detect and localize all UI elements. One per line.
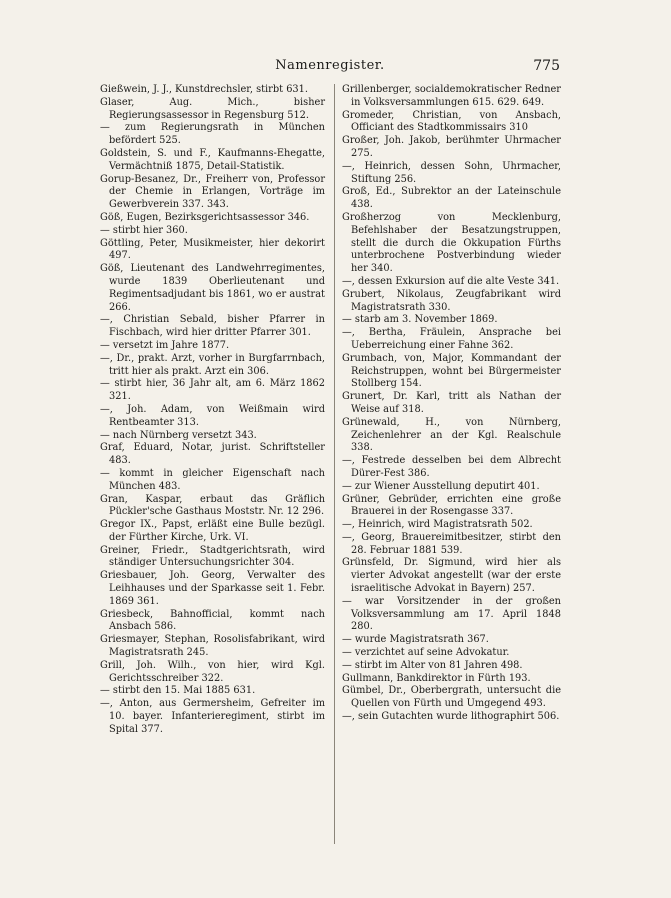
index-entry: Grunert, Dr. Karl, tritt als Nathan der Weise auf 318. (342, 391, 561, 415)
index-entry: Grillenberger, socialdemokratischer Redner in Volksversammlungen 615. 629. 649. (342, 84, 561, 108)
index-entry: —, Christian Sebald, bisher Pfarrer in Fischbach, wird hier dritter Pfarrer 301. (100, 314, 325, 339)
index-entry: Grünsfeld, Dr. Sigmund, wird hier als vierter Advokat angestellt (war der erste israelitische Advokat in Bayern) 257. (342, 557, 561, 595)
index-entry: Grumbach, von, Major, Kommandant der Reichstruppen, wohnt bei Bürgermeister Stollberg 154. (342, 352, 561, 390)
index-entry: Goldstein, S. und F., Kaufmanns-Ehegatte, Vermächtniß 1875, Detail-Statistik. (100, 147, 325, 172)
column-divider (334, 84, 335, 844)
index-entry: — zur Wiener Ausstellung deputirt 401. (342, 480, 540, 492)
index-entry: Gießwein, J. J., Kunstdrechsler, stirbt 631. (100, 84, 309, 95)
index-entry: — stirbt den 15. Mai 1885 631. (100, 685, 256, 697)
index-entry: Göß, Lieutenant des Landwehrregimentes, wurde 1839 Oberlieutenant und Regimentsadjudant bis 1861, wo er austrat 266. (100, 263, 325, 313)
index-entry: — wurde Magistratsrath 367. (342, 634, 489, 646)
page-title: Namenregister. (275, 58, 385, 73)
index-entry: — stirbt im Alter von 81 Jahren 498. (342, 659, 523, 671)
index-entry: Gullmann, Bankdirektor in Fürth 193. (342, 672, 531, 684)
index-entry: —, Anton, aus Germersheim, Gefreiter im 10. bayer. Infanterieregiment, stirbt im Spital 377. (100, 698, 325, 735)
index-entry: Grüner, Gebrüder, errichten eine große Brauerei in der Rosengasse 337. (342, 493, 561, 518)
index-entry: Griesbauer, Joh. Georg, Verwalter des Leihhauses und der Sparkasse seit 1. Febr. 1869 361. (100, 570, 325, 607)
index-entry: — zum Regierungsrath in München befördert 525. (100, 122, 325, 147)
right-column (342, 84, 561, 724)
page-number: 775 (533, 58, 560, 74)
index-entry: Grill, Joh. Wilh., von hier, wird Kgl. Gerichtsschreiber 322. (100, 659, 325, 684)
index-entry: Glaser, Aug. Mich., bisher Regierungsassessor in Regensburg 512. (100, 96, 325, 121)
index-entry: —, Dr., prakt. Arzt, vorher in Burgfarrnbach, tritt hier als prakt. Arzt ein 306. (100, 352, 325, 377)
index-entry: — nach Nürnberg versetzt 343. (100, 429, 257, 441)
index-entry: — war Vorsitzender in der großen Volksversammlung am 17. April 1848 280. (342, 595, 561, 633)
index-entry: Groß, Ed., Subrektor an der Lateinschule 438. (342, 186, 561, 211)
index-entry: — starb am 3. November 1869. (342, 314, 498, 326)
index-entry: — kommt in gleicher Eigenschaft nach München 483. (100, 467, 325, 492)
index-entry: — stirbt hier 360. (100, 224, 188, 236)
index-entry: —, sein Gutachten wurde lithographirt 506. (342, 711, 560, 723)
index-entry: Grünewald, H., von Nürnberg, Zeichenlehrer an der Kgl. Realschule 338. (342, 416, 561, 454)
index-entry: Gran, Kaspar, erbaut das Gräflich Pückler'sche Gasthaus Moststr. Nr. 12 296. (100, 493, 325, 518)
index-entry: Göttling, Peter, Musikmeister, hier dekorirt 497. (100, 237, 325, 262)
index-entry: Grubert, Nikolaus, Zeugfabrikant wird Magistratsrath 330. (342, 288, 561, 313)
index-entry: —, Festrede desselben bei dem Albrecht Dürer-Fest 386. (342, 455, 561, 479)
index-entry: Großherzog von Mecklenburg, Befehlshaber der Besatzungstruppen, stellt die durch die Okkupation Fürths unterbrochene Postverbindung wieder her 340. (342, 211, 561, 275)
index-entry: Gorup-Besanez, Dr., Freiherr von, Professor der Chemie in Erlangen, Vorträge im Gewerbverein 337. 343. (100, 173, 325, 211)
index-entry: —, Bertha, Fräulein, Ansprache bei Ueberreichung einer Fahne 362. (342, 327, 561, 351)
page-header (100, 58, 560, 78)
index-entry: Göß, Eugen, Bezirksgerichtsassessor 346. (100, 211, 310, 223)
index-entry: Gromeder, Christian, von Ansbach, Officiant des Stadtkommissairs 310 (342, 109, 561, 134)
index-entry: —, Joh. Adam, von Weißmain wird Rentbeamter 313. (100, 403, 325, 428)
index-entry: —, dessen Exkursion auf die alte Veste 341. (342, 275, 560, 287)
index-entry: — verzichtet auf seine Advokatur. (342, 647, 510, 659)
index-entry: — versetzt im Jahre 1877. (100, 339, 230, 351)
index-entry: — stirbt hier, 36 Jahr alt, am 6. März 1862 321. (100, 378, 325, 403)
index-entry: —, Georg, Brauereimitbesitzer, stirbt den 28. Februar 1881 539. (342, 531, 561, 556)
index-entry: —, Heinrich, dessen Sohn, Uhrmacher, Stiftung 256. (342, 160, 561, 185)
index-entry: Graf, Eduard, Notar, jurist. Schriftsteller 483. (100, 442, 325, 467)
index-entry: —, Heinrich, wird Magistratsrath 502. (342, 519, 533, 531)
left-column (100, 84, 325, 737)
index-entry: Griesmayer, Stephan, Rosolisfabrikant, wird Magistratsrath 245. (100, 634, 325, 659)
index-entry: Gregor IX., Papst, erläßt eine Bulle bezügl. der Fürther Kirche, Urk. VI. (100, 519, 325, 543)
index-entry: Gümbel, Dr., Oberbergrath, untersucht die Quellen von Fürth und Umgegend 493. (342, 685, 561, 710)
index-entry: Großer, Joh. Jakob, berühmter Uhrmacher 275. (342, 135, 561, 159)
index-entry: Griesbeck, Bahnofficial, kommt nach Ansbach 586. (100, 608, 325, 633)
index-entry: Greiner, Friedr., Stadtgerichtsrath, wird ständiger Untersuchungsrichter 304. (100, 544, 325, 569)
